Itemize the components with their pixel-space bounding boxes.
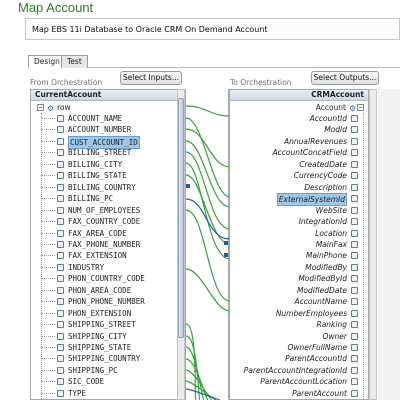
source-field-label: NUM_OF_EMPLOYEES xyxy=(68,205,141,215)
target-field-row[interactable] xyxy=(234,124,364,135)
source-field-label: CUST_ACCOUNT_ID xyxy=(70,137,138,147)
target-field-row[interactable] xyxy=(234,319,364,330)
mapping-lines xyxy=(186,89,230,400)
target-root-row[interactable] xyxy=(294,102,364,113)
target-field-row[interactable] xyxy=(234,170,364,181)
target-field-row[interactable] xyxy=(234,113,364,124)
tree-connector xyxy=(41,141,55,142)
source-field-row[interactable] xyxy=(31,319,171,330)
tree-connector xyxy=(41,129,55,130)
tree-connector xyxy=(41,233,55,234)
source-field-row[interactable] xyxy=(31,388,171,399)
field-icon xyxy=(351,161,358,168)
tree-connector xyxy=(41,393,55,394)
field-icon xyxy=(351,230,358,237)
source-field-row[interactable] xyxy=(31,228,171,239)
source-field-row[interactable] xyxy=(31,205,171,216)
source-field-label: PHON_COUNTRY_CODE xyxy=(68,274,145,284)
target-field-label: AccountName xyxy=(294,297,347,307)
source-field-row[interactable] xyxy=(31,376,171,387)
source-field-label: SHIPPING_CITY xyxy=(68,331,127,341)
target-field-row[interactable] xyxy=(234,376,364,387)
field-icon xyxy=(57,275,64,282)
source-field-row[interactable] xyxy=(31,147,171,158)
source-field-label: SHIPPING_PC xyxy=(68,365,118,375)
field-icon xyxy=(351,310,358,317)
tab-bar xyxy=(28,55,400,68)
select-outputs-button[interactable]: Select Outputs... xyxy=(311,71,379,85)
expand-collapse-icon[interactable]: − xyxy=(38,104,44,111)
target-field-row[interactable] xyxy=(234,308,364,319)
tree-connector xyxy=(41,358,55,359)
source-scroll-thumb[interactable] xyxy=(178,98,184,338)
target-field-label: NumberEmployees xyxy=(275,308,347,318)
tree-connector xyxy=(41,210,55,211)
source-root-label: row xyxy=(57,103,71,112)
target-field-row[interactable] xyxy=(234,262,364,273)
source-field-row[interactable] xyxy=(31,193,171,204)
source-field-row[interactable] xyxy=(31,239,171,250)
target-field-label: Owner xyxy=(322,331,347,341)
source-tree xyxy=(30,89,185,400)
target-field-label: AccountId xyxy=(309,114,347,123)
target-field-row[interactable] xyxy=(234,365,364,376)
source-field-label: BILLING_STREET xyxy=(68,148,132,158)
source-field-row[interactable] xyxy=(31,273,171,284)
field-icon xyxy=(57,287,64,294)
target-field-label: MainPhone xyxy=(305,251,347,261)
source-field-row[interactable] xyxy=(31,365,171,376)
field-icon xyxy=(351,172,358,179)
tree-connector xyxy=(41,175,55,176)
field-icon xyxy=(351,333,358,340)
source-field-label: ACCOUNT_NAME xyxy=(68,114,123,123)
source-field-row[interactable] xyxy=(31,353,171,364)
source-field-row[interactable] xyxy=(31,296,171,307)
source-field-label: ACCOUNT_NUMBER xyxy=(68,125,132,135)
source-scrollbar[interactable] xyxy=(177,89,185,400)
source-field-label: FAX_EXTENSION xyxy=(68,251,127,261)
field-icon xyxy=(57,218,64,225)
field-icon xyxy=(351,355,358,362)
target-field-label: ParentAccountIntegrationId xyxy=(243,365,347,375)
source-field-label: PHON_EXTENSION xyxy=(68,308,132,318)
target-field-row[interactable] xyxy=(234,353,364,364)
target-field-label: ModifiedBy xyxy=(305,262,347,272)
source-field-label: INDUSTRY xyxy=(68,262,105,272)
target-field-row[interactable] xyxy=(234,250,364,261)
target-field-row[interactable] xyxy=(234,331,364,342)
target-field-label: ModId xyxy=(324,125,347,135)
source-field-label: PHON_AREA_CODE xyxy=(68,285,132,295)
target-tree-header: CRMAccount xyxy=(230,90,368,101)
source-field-row[interactable] xyxy=(31,170,171,181)
source-field-label: TYPE xyxy=(68,388,87,398)
target-field-row[interactable] xyxy=(234,239,364,250)
target-field-label: IntegrationId xyxy=(298,217,347,227)
field-icon xyxy=(57,126,64,133)
to-orchestration-label: To Orchestration xyxy=(230,78,292,87)
field-icon xyxy=(57,207,64,214)
field-icon xyxy=(57,195,64,202)
field-icon xyxy=(57,378,64,385)
field-icon xyxy=(57,241,64,248)
target-tree xyxy=(229,89,369,400)
target-scrollbar[interactable] xyxy=(369,89,377,400)
field-icon xyxy=(351,138,358,145)
source-field-label: BILLING_STATE xyxy=(68,171,127,181)
target-field-label: ParentAccountId xyxy=(285,354,347,364)
target-field-label: CurrencyCode xyxy=(293,171,347,181)
field-icon xyxy=(57,172,64,179)
tab-design[interactable]: Design xyxy=(28,55,66,68)
structure-icon: ⚙ xyxy=(47,104,55,113)
tree-connector xyxy=(41,221,55,222)
tree-connector xyxy=(41,267,55,268)
target-field-label: Description xyxy=(304,182,347,192)
field-icon xyxy=(57,344,64,351)
target-field-label: ParentAccount xyxy=(292,388,347,398)
field-icon xyxy=(57,333,64,340)
target-field-row[interactable] xyxy=(234,182,364,193)
select-inputs-button[interactable]: Select Inputs... xyxy=(120,71,182,85)
field-icon xyxy=(351,207,358,214)
field-icon xyxy=(351,390,358,397)
source-field-row[interactable] xyxy=(31,285,171,296)
tree-connector xyxy=(41,347,55,348)
target-field-row[interactable] xyxy=(234,342,364,353)
target-field-row[interactable] xyxy=(234,296,364,307)
source-tree-header: CurrentAccount xyxy=(31,90,184,101)
field-icon xyxy=(57,298,64,305)
source-field-row[interactable] xyxy=(31,331,171,342)
field-icon xyxy=(57,310,64,317)
source-field-row[interactable] xyxy=(31,136,171,147)
field-icon xyxy=(57,390,64,397)
field-icon xyxy=(351,218,358,225)
tree-connector xyxy=(41,278,55,279)
target-field-label: Location xyxy=(315,228,347,238)
field-icon xyxy=(57,264,64,271)
field-icon xyxy=(57,149,64,156)
field-icon xyxy=(57,115,64,122)
target-field-label: AccountConcatField xyxy=(272,148,347,158)
source-field-row[interactable] xyxy=(31,342,171,353)
target-field-label: CreatedDate xyxy=(299,159,347,169)
field-icon xyxy=(351,344,358,351)
tree-connector xyxy=(41,164,55,165)
source-field-row[interactable] xyxy=(31,216,171,227)
tree-connector xyxy=(41,370,55,371)
tree-connector xyxy=(41,301,55,302)
field-icon xyxy=(351,321,358,328)
target-field-label: OwnerFullName xyxy=(287,343,347,352)
field-icon xyxy=(57,321,64,328)
target-field-row[interactable] xyxy=(234,159,364,170)
source-field-label: SHIPPING_STATE xyxy=(68,343,132,352)
tab-test[interactable]: Test xyxy=(61,55,88,68)
field-icon xyxy=(57,161,64,168)
source-field-label: BILLING_CITY xyxy=(68,159,123,169)
source-field-label: FAX_COUNTRY_CODE xyxy=(68,217,141,227)
source-field-row[interactable] xyxy=(31,262,171,273)
tree-connector xyxy=(41,187,55,188)
field-icon xyxy=(351,367,358,374)
tree-connector xyxy=(41,198,55,199)
source-field-label: SHIPPING_COUNTRY xyxy=(68,354,141,364)
tree-connector xyxy=(41,152,55,153)
description-text: Map EBS 11i Database to Oracle CRM On Demand Account xyxy=(32,25,268,34)
target-field-row[interactable] xyxy=(234,147,364,158)
tree-connector xyxy=(41,118,55,119)
field-icon xyxy=(351,252,358,259)
source-field-row[interactable] xyxy=(31,113,171,124)
tree-connector xyxy=(41,324,55,325)
mapping-canvas[interactable] xyxy=(185,89,229,400)
source-field-row[interactable] xyxy=(31,308,171,319)
structure-icon: ⚙ xyxy=(348,104,356,113)
page-title: Map Account xyxy=(18,0,94,15)
target-field-row[interactable] xyxy=(234,136,364,147)
target-field-label: ModifiedDate xyxy=(296,285,347,295)
tree-connector xyxy=(41,255,55,256)
source-field-label: BILLING_PC xyxy=(68,194,114,204)
source-field-row[interactable] xyxy=(31,250,171,261)
target-field-label: ParentAccountLocation xyxy=(260,377,347,387)
target-field-label: Ranking xyxy=(316,320,347,330)
source-field-label: BILLING_COUNTRY xyxy=(68,182,136,192)
target-field-row[interactable] xyxy=(234,228,364,239)
field-icon xyxy=(351,184,358,191)
source-field-label: FAX_PHONE_NUMBER xyxy=(68,239,141,249)
field-icon xyxy=(351,115,358,122)
target-field-row[interactable] xyxy=(234,193,364,204)
source-field-row[interactable] xyxy=(31,159,171,170)
tree-connector xyxy=(41,290,55,291)
source-field-label: SHIPPING_STREET xyxy=(68,320,136,330)
field-icon xyxy=(57,367,64,374)
target-field-label: ModifiedById xyxy=(298,274,347,284)
field-icon xyxy=(351,275,358,282)
tree-connector xyxy=(41,313,55,314)
tree-connector xyxy=(41,244,55,245)
target-field-row[interactable] xyxy=(234,205,364,216)
field-icon xyxy=(351,149,358,156)
field-icon xyxy=(57,230,64,237)
source-field-row[interactable] xyxy=(31,182,171,193)
source-field-label: PHON_PHONE_NUMBER xyxy=(68,297,145,307)
field-icon xyxy=(57,138,64,145)
field-icon xyxy=(351,287,358,294)
target-field-row[interactable] xyxy=(234,388,364,399)
field-icon xyxy=(351,241,358,248)
description-box xyxy=(25,18,400,40)
expand-collapse-icon[interactable]: − xyxy=(358,104,364,111)
source-field-label: FAX_AREA_CODE xyxy=(68,228,127,238)
target-field-label: WebSite xyxy=(315,205,347,215)
field-icon xyxy=(351,378,358,385)
right-panel-strip xyxy=(378,89,400,400)
field-icon xyxy=(351,126,358,133)
from-orchestration-label: From Orchestration xyxy=(30,78,103,87)
target-field-label: AnnualRevenues xyxy=(284,136,347,146)
field-icon xyxy=(351,264,358,271)
target-field-row[interactable] xyxy=(234,285,364,296)
target-field-label: MainFax xyxy=(315,239,347,249)
source-field-label: SIC_CODE xyxy=(68,377,105,387)
source-root-row[interactable] xyxy=(37,102,97,113)
field-icon xyxy=(57,252,64,259)
field-icon xyxy=(351,298,358,305)
tree-connector xyxy=(41,381,55,382)
field-icon xyxy=(57,355,64,362)
target-root-label: Account xyxy=(315,103,346,112)
target-field-row[interactable] xyxy=(234,273,364,284)
tree-connector xyxy=(41,336,55,337)
target-field-label: ExternalSystemId xyxy=(278,195,345,205)
field-icon xyxy=(57,184,64,191)
target-field-row[interactable] xyxy=(234,216,364,227)
source-field-row[interactable] xyxy=(31,124,171,135)
field-icon xyxy=(351,195,358,202)
